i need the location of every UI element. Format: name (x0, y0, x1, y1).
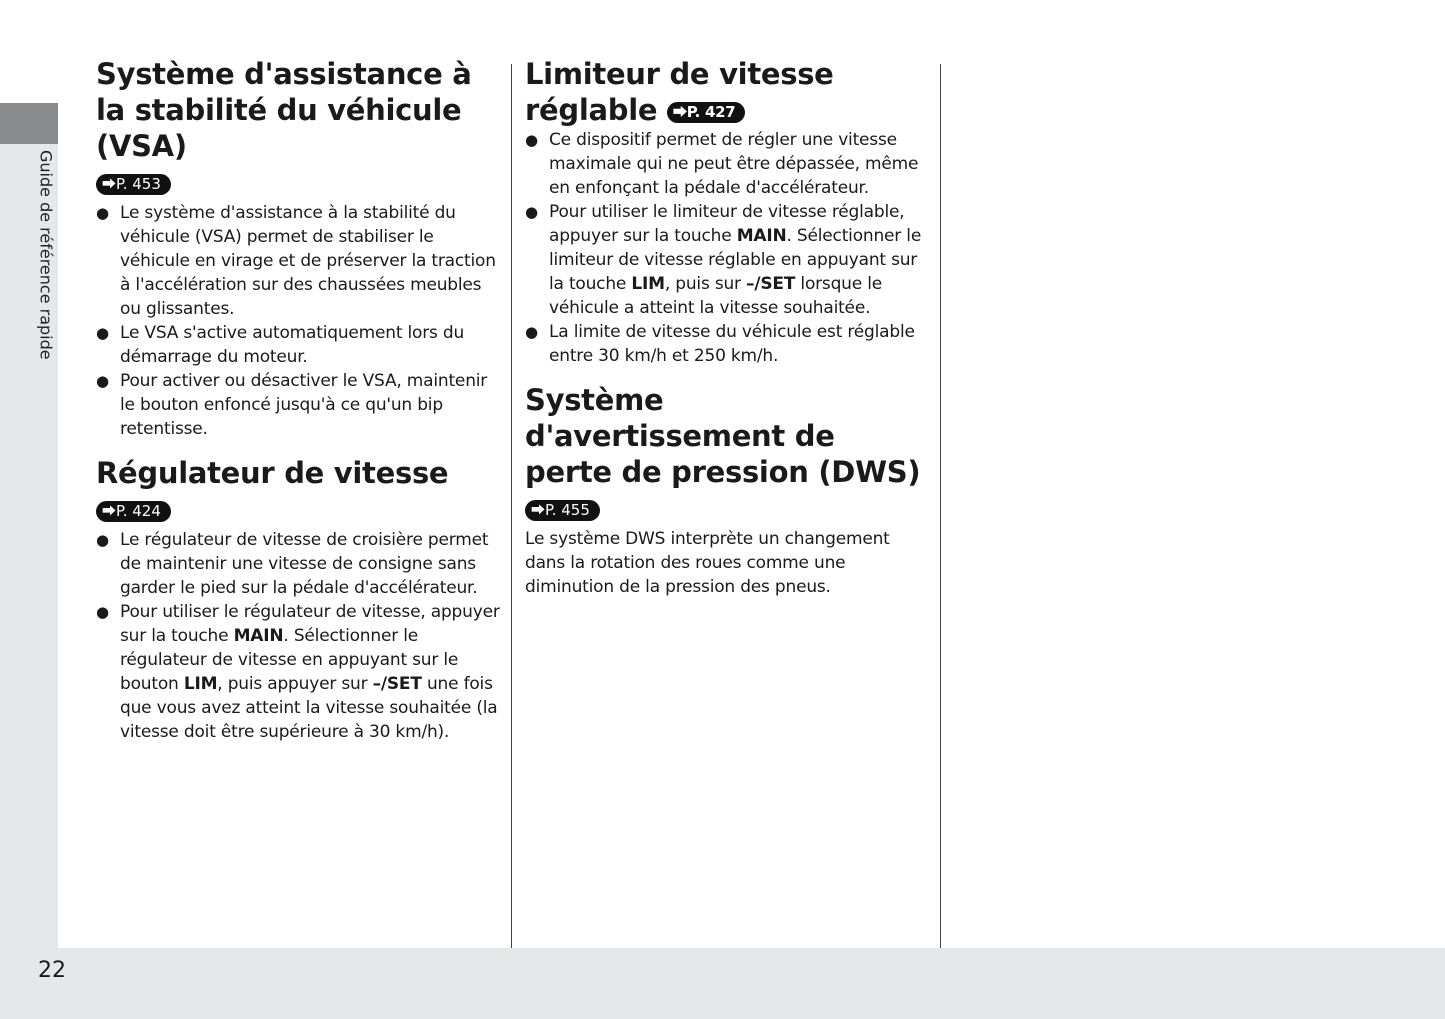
sidebar-label: Guide de référence rapide (36, 150, 56, 360)
reference-line (96, 501, 501, 522)
footer-band (0, 948, 1445, 1019)
bullet-list (525, 128, 930, 368)
arrow-right-icon: ⮕ (531, 503, 545, 519)
text-segment: . Sélectionner le limiteur de vitesse réglable en appuyant sur la touche (549, 226, 922, 294)
bullet-item (96, 321, 501, 369)
page-reference-label: P. 455 (545, 501, 590, 519)
section-title-text: Système d'assistance à la stabilité du véhicule (VSA) (96, 57, 472, 163)
bullet-item (525, 200, 930, 320)
section-title-text: Régulateur de vitesse (96, 456, 449, 490)
text-segment: Le VSA s'active automatiquement lors du démarrage du moteur. (120, 323, 465, 367)
section (96, 455, 501, 744)
section-tab (0, 103, 58, 144)
key-name: LIM (183, 674, 218, 694)
bullet-item (525, 128, 930, 200)
key-name: –/SET (372, 674, 422, 694)
bullet-item (96, 369, 501, 441)
arrow-right-icon: ⮕ (102, 177, 116, 193)
section (96, 56, 501, 441)
section (525, 382, 930, 599)
text-segment: lorsque le véhicule a atteint la vitesse souhaitée. (549, 274, 883, 318)
column-middle (525, 56, 930, 613)
key-name: –/SET (746, 274, 796, 294)
reference-line (96, 174, 501, 195)
key-name: MAIN (736, 226, 787, 246)
column-divider (940, 64, 941, 948)
page-reference-label: P. 424 (116, 502, 161, 520)
page-reference-label: P. 427 (686, 102, 736, 121)
section-title (525, 56, 930, 128)
arrow-right-icon: ⮕ (102, 504, 116, 520)
arrow-right-icon: ⮕ (673, 104, 687, 121)
page-number: 22 (38, 958, 66, 983)
section-title (96, 455, 501, 491)
reference-line (525, 500, 930, 521)
page-reference-link[interactable] (667, 102, 745, 123)
page-reference-link[interactable] (96, 501, 171, 522)
column-left (96, 56, 501, 758)
page-reference-link[interactable] (525, 500, 600, 521)
text-segment: . Sélectionner le régulateur de vitesse en appuyant sur le bouton (120, 626, 459, 694)
bullet-item (525, 320, 930, 368)
page-reference-link[interactable] (96, 174, 171, 195)
text-segment: une fois que vous avez atteint la vitesse souhaitée (la vitesse doit être supérieure à 30 km/h). (120, 674, 498, 742)
bullet-item (96, 201, 501, 321)
section-title-text: Limiteur de vitesse réglable (525, 57, 834, 127)
text-segment: Le système d'assistance à la stabilité du véhicule (VSA) permet de stabiliser le véhicule en virage et de préserver la traction à l'accélération sur des chaussées meubles ou glissantes. (120, 203, 496, 319)
text-segment: Ce dispositif permet de régler une vitesse maximale qui ne peut être dépassée, même en enfonçant la pédale d'accélérateur. (549, 130, 919, 198)
key-name: MAIN (233, 626, 284, 646)
text-segment: Pour utiliser le régulateur de vitesse, appuyer sur la touche (120, 602, 500, 646)
bullet-list (96, 528, 501, 744)
text-segment: , puis appuyer sur (217, 674, 373, 694)
text-segment: Pour utiliser le limiteur de vitesse réglable, appuyer sur la touche (549, 202, 905, 246)
bullet-item (96, 600, 501, 744)
section-title (525, 382, 930, 490)
section-paragraph: Le système DWS interprète un changement dans la rotation des roues comme une diminution de la pression des pneus. (525, 529, 890, 597)
text-segment: Le régulateur de vitesse de croisière permet de maintenir une vitesse de consigne sans garder le pied sur la pédale d'accélérateur. (120, 530, 489, 598)
page-reference-label: P. 453 (116, 175, 161, 193)
text-segment: La limite de vitesse du véhicule est réglable entre 30 km/h et 250 km/h. (549, 322, 915, 366)
bullet-item (96, 528, 501, 600)
column-divider (511, 64, 512, 948)
key-name: LIM (631, 274, 665, 294)
bullet-list (96, 201, 501, 441)
section-title (96, 56, 501, 164)
section (525, 56, 930, 368)
text-segment: Pour activer ou désactiver le VSA, maintenir le bouton enfoncé jusqu'à ce qu'un bip retentisse. (120, 371, 488, 439)
text-segment: , puis sur (664, 274, 747, 294)
section-title-text: Système d'avertissement de perte de pression (DWS) (525, 383, 921, 489)
